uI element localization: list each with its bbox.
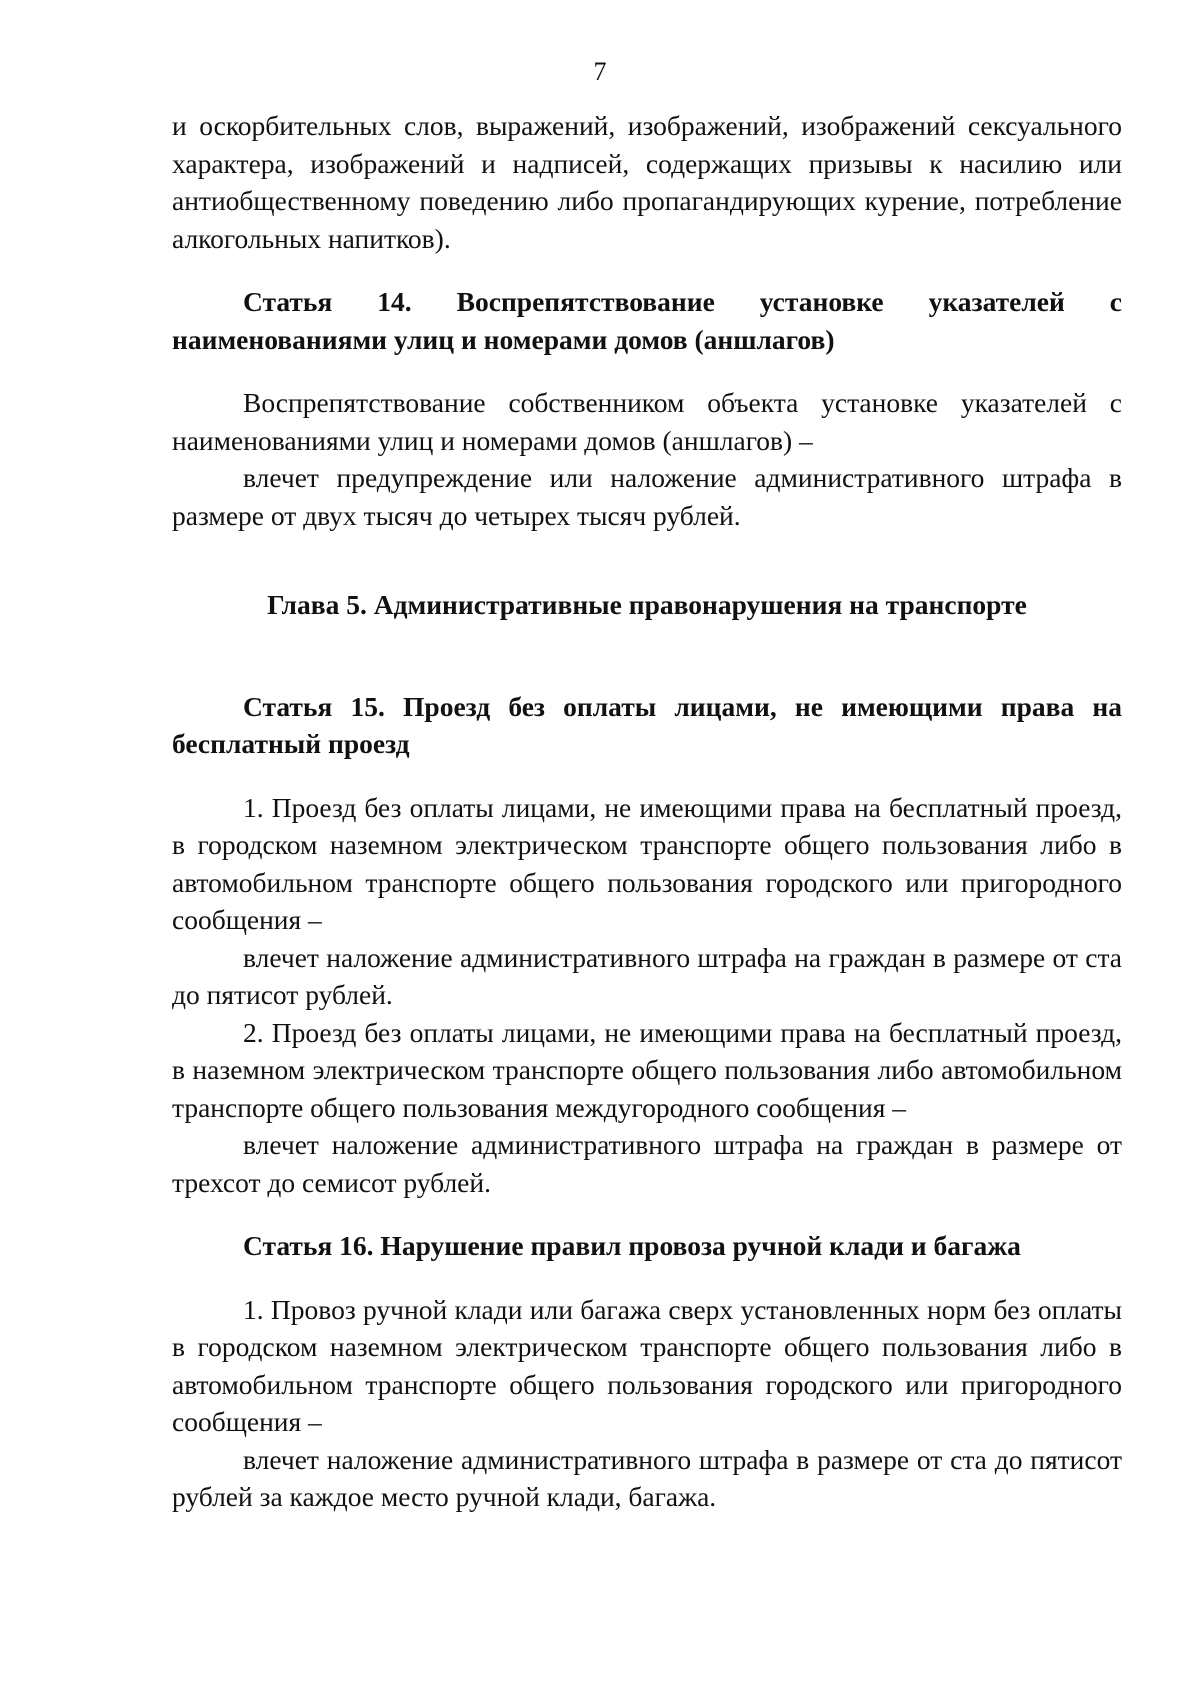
chapter-5-title: Глава 5. Административные правонарушения на транспорте <box>267 589 1027 620</box>
article-15-part-1-penalty: влечет наложение административного штрафа на граждан в размере от ста до пятисот рублей. <box>172 941 1122 1010</box>
article-15-title: Статья 15. Проезд без оплаты лицами, не имеющими права на бесплатный проезд <box>172 690 1122 759</box>
article-16-title: Статья 16. Нарушение правил провоза ручной клади и багажа <box>243 1230 1021 1261</box>
article-16-part-1: 1. Провоз ручной клади или багажа сверх установленных норм без оплаты в городском наземном электрическом транспорте общего пользования либо в автомобильном транспорте общего пользования городского или пригородного сообщения – <box>172 1293 1122 1437</box>
page-number: 7 <box>593 57 607 86</box>
article-14-penalty: влечет предупреждение или наложение административного штрафа в размере от двух тысяч до четырех тысяч рублей. <box>172 462 1122 531</box>
document-body <box>172 107 1122 1516</box>
article-15-part-2: 2. Проезд без оплаты лицами, не имеющими права на бесплатный проезд, в наземном электрическом транспорте общего пользования либо автомобильном транспорте общего пользования междугородного сообщения – <box>172 1016 1122 1123</box>
article-15-part-2-penalty: влечет наложение административного штрафа на граждан в размере от трехсот до семисот рублей. <box>172 1129 1122 1198</box>
article-14-title: Статья 14. Воспрепятствование установке указателей с наименованиями улиц и номерами домов (аншлагов) <box>172 286 1122 355</box>
paragraph-continuation: и оскорбительных слов, выражений, изображений, изображений сексуального характера, изображений и надписей, содержащих призывы к насилию или антиобщественному поведению либо пропагандирующих курение, потребление алкогольных напитков). <box>172 110 1122 254</box>
article-16-part-1-penalty: влечет наложение административного штрафа в размере от ста до пятисот рублей за каждое место ручной клади, багажа. <box>172 1443 1122 1512</box>
article-14-paragraph: Воспрепятствование собственником объекта установке указателей с наименованиями улиц и номерами домов (аншлагов) – <box>172 387 1122 456</box>
article-15-part-1: 1. Проезд без оплаты лицами, не имеющими права на бесплатный проезд, в городском наземном электрическом транспорте общего пользования либо в автомобильном транспорте общего пользования городского или пригородного сообщения – <box>172 791 1122 935</box>
